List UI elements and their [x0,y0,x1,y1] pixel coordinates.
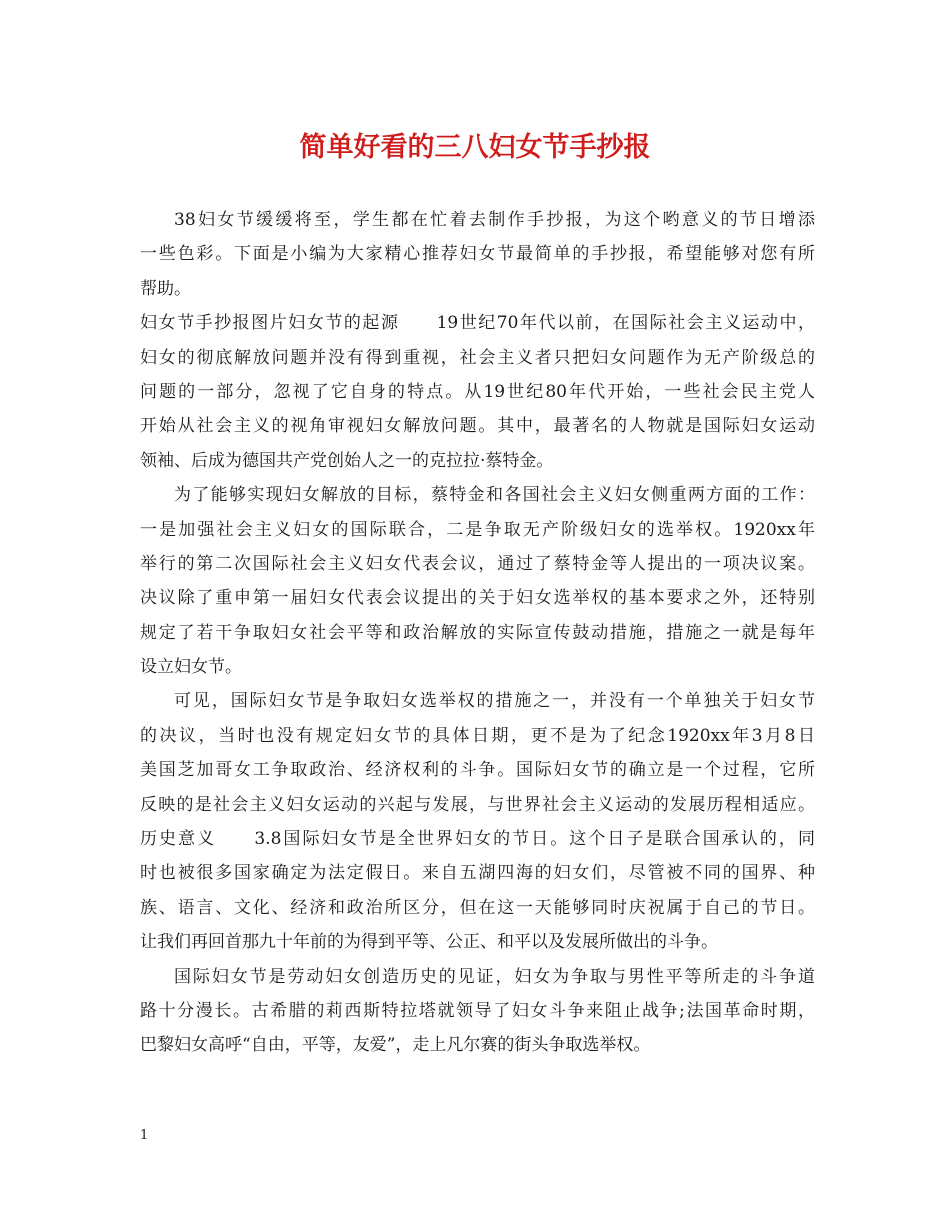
text-line: 路十分漫长。古希腊的莉西斯特拉塔就领导了妇女斗争来阻止战争;法国革命时期， [140,1000,815,1021]
text-line: 举行的第二次国际社会主义妇女代表会议，通过了蔡特金等人提出的一项决议案。 [140,553,815,574]
text-line: 让我们再回首那九十年前的为得到平等、公正、和平以及发展所做出的斗争。 [140,932,718,953]
text-line: 规定了若干争取妇女社会平等和政治解放的实际宣传鼓动措施，措施之一就是每年 [140,622,815,643]
text-line: 国际妇女节是劳动妇女创造历史的见证，妇女为争取与男性平等所走的斗争道 [174,966,815,987]
text-line: 设立妇女节。 [140,657,242,678]
text-line: 38妇女节缓缓将至，学生都在忙着去制作手抄报，为这个哟意义的节日增添 [174,210,815,230]
text-line: 反映的是社会主义妇女运动的兴起与发展，与世界社会主义运动的发展历程相适应。 [140,794,815,815]
document-title: 简单好看的三八妇女节手抄报 [299,132,651,163]
text-line: 的决议，当时也没有规定妇女节的具体日期，更不是为了纪念1920xx年3月8日 [140,725,815,746]
text-line: 可见，国际妇女节是争取妇女选举权的措施之一，并没有一个单独关于妇女节 [174,691,815,712]
page-number: 1 [140,1128,149,1143]
text-line: 妇女节手抄报图片妇女节的起源 19世纪70年代以前，在国际社会主义运动中， [140,313,815,334]
text-line: 妇女的彻底解放问题并没有得到重视，社会主义者只把妇女问题作为无产阶级总的 [140,347,815,368]
text-line: 巴黎妇女高呼“自由，平等，友爱”，走上凡尔赛的街头争取选举权。 [140,1035,651,1056]
text-line: 美国芝加哥女工争取政治、经济权利的斗争。国际妇女节的确立是一个过程，它所 [140,760,815,781]
text-line: 一是加强社会主义妇女的国际联合，二是争取无产阶级妇女的选举权。1920xx年 [140,519,815,540]
text-line: 问题的一部分，忽视了它自身的特点。从19世纪80年代开始，一些社会民主党人 [140,381,815,402]
text-line: 领袖、后成为德国共产党创始人之一的克拉拉·蔡特金。 [140,450,554,471]
text-line: 历史意义 3.8国际妇女节是全世界妇女的节日。这个日子是联合国承认的，同 [140,829,815,850]
text-line: 时也被很多国家确定为法定假日。来自五湖四海的妇女们，尽管被不同的国界、种 [140,863,815,884]
text-line: 为了能够实现妇女解放的目标，蔡特金和各国社会主义妇女侧重两方面的工作： [174,485,815,506]
document-body [140,203,815,1063]
text-line: 开始从社会主义的视角审视妇女解放问题。其中，最著名的人物就是国际妇女运动 [140,416,815,437]
text-line: 决议除了重申第一届妇女代表会议提出的关于妇女选举权的基本要求之外，还特别 [140,588,815,609]
text-line: 族、语言、文化、经济和政治所区分，但在这一天能够同时庆祝属于自己的节日。 [140,897,815,918]
text-line: 帮助。 [140,278,191,299]
text-line: 一些色彩。下面是小编为大家精心推荐妇女节最简单的手抄报，希望能够对您有所 [140,244,815,265]
